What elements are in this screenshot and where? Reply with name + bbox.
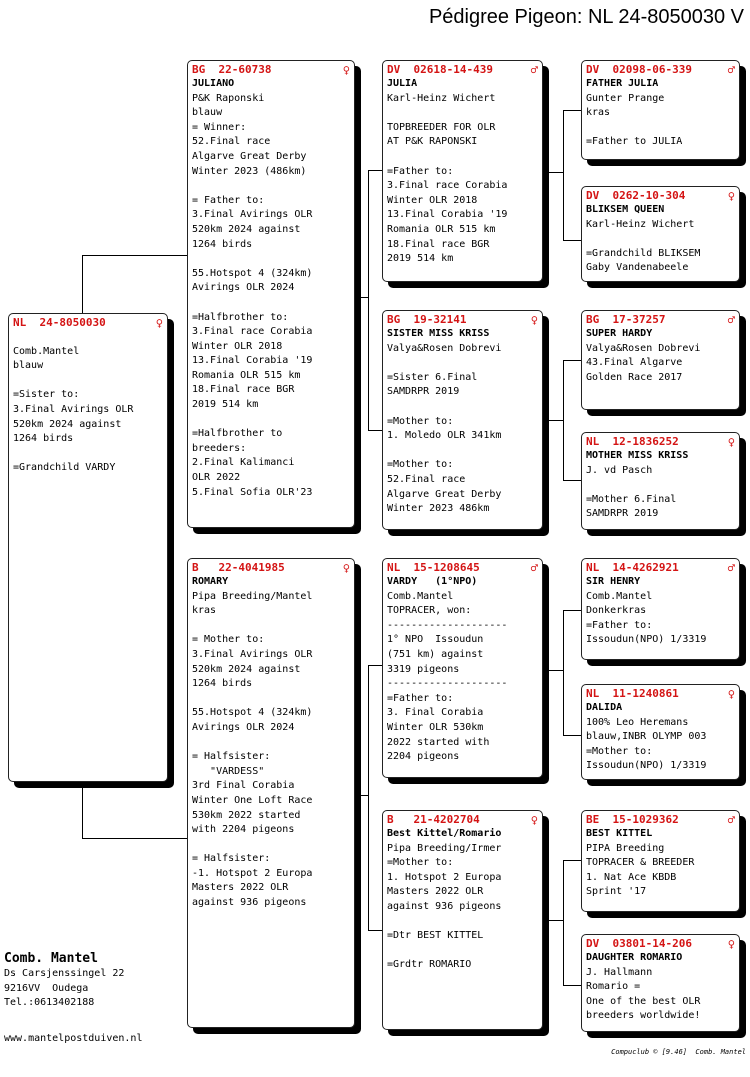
card-header [192, 63, 350, 77]
pedigree-line: 18.Final race BGR [387, 238, 490, 250]
pedigree-line: Romania OLR 515 km [387, 223, 496, 235]
pedigree-line: breeders: [192, 442, 247, 454]
pedigree-line [192, 252, 350, 267]
pedigree-line: Winter One Loft Race [192, 794, 313, 806]
connector [563, 735, 581, 736]
pedigree-line: SAMDRPR 2019 [387, 386, 460, 398]
pedigree-line: Valya&Rosen Dobrevi [387, 342, 502, 354]
pedigree-line: Comb.Mantel [586, 590, 653, 602]
pedigree-line: 55.Hotspot 4 (324km) [192, 267, 313, 279]
pedigree-line: Sprint '17 [586, 886, 647, 898]
card-header [192, 561, 350, 575]
female-icon: ♀ [155, 316, 163, 330]
pedigree-line [13, 447, 163, 462]
pedigree-line: =Grandchild VARDY [13, 462, 116, 474]
pedigree-line: =Dtr BEST KITTEL [387, 930, 484, 942]
pedigree-line: Karl-Heinz Wichert [586, 218, 695, 230]
pedigree-line: Winter OLR 2018 [387, 194, 478, 206]
ring-number: B 22-4041985 [192, 561, 285, 574]
pigeon-card-mother-father[interactable] [382, 558, 543, 778]
pedigree-line: 13.Final Corabia '19 [192, 355, 313, 367]
connector [82, 782, 83, 838]
pedigree-line [387, 944, 538, 959]
pedigree-line: =Mother 6.Final [586, 493, 677, 505]
card-header [586, 313, 735, 327]
pedigree-line: Algarve Great Derby [387, 488, 502, 500]
connector [355, 297, 369, 298]
pigeon-card-fmm[interactable] [581, 432, 740, 530]
pedigree-line: Comb.Mantel [13, 345, 80, 357]
female-icon: ♀ [727, 435, 735, 449]
pedigree-line: 3.Final Avirings OLR [192, 648, 313, 660]
pedigree-line: =Mother to: [387, 459, 454, 471]
pedigree-line: 13.Final Corabia '19 [387, 209, 508, 221]
card-header [586, 435, 735, 449]
pedigree-line: =Sister to: [13, 389, 80, 401]
female-icon: ♀ [342, 63, 350, 77]
connector [82, 838, 187, 839]
owner-block [4, 951, 124, 1011]
pedigree-line [387, 106, 538, 121]
pigeon-name: SISTER MISS KRISS [387, 328, 490, 339]
pedigree-line: blauw,INBR OLYMP 003 [586, 731, 707, 743]
pedigree-line [192, 692, 350, 707]
connector [355, 795, 369, 796]
pedigree-line [387, 356, 538, 371]
card-header [387, 561, 538, 575]
pedigree-line: = Father to: [192, 194, 265, 206]
pigeon-card-mfm[interactable] [581, 684, 740, 780]
ring-number: DV 0262-10-304 [586, 189, 686, 202]
pedigree-line: breeders worldwide! [586, 1010, 701, 1022]
pedigree-line: TOPRACER & BREEDER [586, 857, 695, 869]
male-icon: ♂ [530, 63, 538, 77]
pigeon-card-mother-mother[interactable] [382, 810, 543, 1030]
pedigree-line: Gunter Prange [586, 92, 665, 104]
ring-number: NL 11-1240861 [586, 687, 679, 700]
pedigree-line: Masters 2022 OLR [387, 886, 484, 898]
owner-name: Comb. Mantel [4, 951, 98, 966]
pedigree-line: 2022 started with [387, 736, 490, 748]
pedigree-line: =Grdtr ROMARIO [387, 959, 472, 971]
connector [368, 170, 369, 430]
pedigree-line: Romania OLR 515 km [192, 369, 301, 381]
connector [563, 480, 581, 481]
ring-number: BG 17-37257 [586, 313, 666, 326]
pedigree-line: J. Hallmann [586, 966, 653, 978]
owner-address: Ds Carsjenssingel 22 [4, 968, 125, 979]
pedigree-line: 530km 2022 started [192, 809, 301, 821]
male-icon: ♂ [530, 561, 538, 575]
pedigree-line: 3319 pigeons [387, 663, 460, 675]
pedigree-line: Romario = [586, 981, 641, 993]
pedigree-line: Algarve Great Derby [192, 150, 307, 162]
pedigree-line: =Mother to: [387, 415, 454, 427]
pedigree-line: -1. Hotspot 2 Europa [192, 867, 313, 879]
pedigree-line [586, 478, 735, 493]
connector [563, 240, 581, 241]
pedigree-line: AT P&K RAPONSKI [387, 136, 478, 148]
pigeon-card-mff[interactable] [581, 558, 740, 660]
pigeon-name: SUPER HARDY [586, 328, 653, 339]
ring-number: NL 15-1208645 [387, 561, 480, 574]
pedigree-line: =Mother to: [387, 857, 454, 869]
connector [563, 610, 581, 611]
pedigree-line: Donkerkras [586, 605, 647, 617]
pigeon-card-mmf[interactable] [581, 810, 740, 912]
pedigree-line: 100% Leo Heremans [586, 716, 689, 728]
pedigree-line: =Grandchild BLIKSEM [586, 247, 701, 259]
pedigree-line: 1264 birds [192, 238, 253, 250]
pedigree-line: 3. Final Corabia [387, 707, 484, 719]
ring-number: B 21-4202704 [387, 813, 480, 826]
pedigree-line: 3.Final Avirings OLR [13, 403, 134, 415]
pigeon-card-mmm[interactable] [581, 934, 740, 1032]
pedigree-line: Issoudun(NPO) 1/3319 [586, 760, 707, 772]
ring-number: DV 02618-14-439 [387, 63, 493, 76]
female-icon: ♀ [530, 313, 538, 327]
pedigree-line: 2.Final Kalimanci [192, 457, 295, 469]
pedigree-line: TOPBREEDER FOR OLR [387, 121, 496, 133]
pedigree-line: Gaby Vandenabeele [586, 262, 689, 274]
pedigree-line: blauw [192, 107, 223, 119]
connector [563, 110, 564, 240]
pedigree-line: 3.Final race Corabia [387, 180, 508, 192]
connector [82, 255, 83, 313]
female-icon: ♀ [727, 937, 735, 951]
female-icon: ♀ [727, 687, 735, 701]
pedigree-line: =Halfbrother to [192, 428, 283, 440]
pedigree-line [387, 915, 538, 930]
pedigree-line [192, 296, 350, 311]
pedigree-line: Golden Race 2017 [586, 371, 683, 383]
website-link[interactable]: www.mantelpostduiven.nl [4, 1033, 143, 1044]
card-header [387, 813, 538, 827]
pedigree-line: 1. Moledo OLR 341km [387, 430, 502, 442]
pedigree-line: Pipa Breeding/Mantel [192, 590, 313, 602]
pedigree-line: J. vd Pasch [586, 464, 653, 476]
pedigree-line: 3.Final Avirings OLR [192, 209, 313, 221]
pedigree-line: (751 km) against [387, 648, 484, 660]
pedigree-line [192, 838, 350, 853]
pedigree-line: Valya&Rosen Dobrevi [586, 342, 701, 354]
connector [563, 860, 581, 861]
pigeon-name: BLIKSEM QUEEN [586, 204, 665, 215]
pedigree-line: One of the best OLR [586, 995, 701, 1007]
pedigree-line [13, 374, 163, 389]
pedigree-line: 52.Final race [387, 473, 466, 485]
connector [563, 985, 581, 986]
pedigree-line: 18.Final race BGR [192, 384, 295, 396]
pigeon-card-mother[interactable] [187, 558, 355, 1028]
pedigree-line: PIPA Breeding [586, 842, 665, 854]
card-header [586, 189, 735, 203]
pedigree-line: 5.Final Sofia OLR'23 [192, 486, 313, 498]
connector [543, 920, 564, 921]
pigeon-card-father-mother[interactable] [382, 310, 543, 530]
connector [368, 930, 382, 931]
pedigree-line: = Mother to: [192, 634, 265, 646]
male-icon: ♂ [727, 313, 735, 327]
connector [543, 670, 564, 671]
pigeon-name: FATHER JULIA [586, 78, 659, 89]
ring-number: NL 24-8050030 [13, 316, 106, 329]
pedigree-line: 2019 514 km [387, 253, 454, 265]
pedigree-line: Winter 2023 (486km) [192, 165, 307, 177]
female-icon: ♀ [342, 561, 350, 575]
pedigree-line: 52.Final race [192, 136, 271, 148]
pedigree-line: OLR 2022 [192, 472, 241, 484]
pedigree-line [387, 150, 538, 165]
connector [563, 110, 581, 111]
pedigree-line: = Halfsister: [192, 853, 271, 865]
male-icon: ♂ [727, 63, 735, 77]
ring-number: NL 14-4262921 [586, 561, 679, 574]
connector [82, 255, 187, 256]
ring-number: BG 19-32141 [387, 313, 467, 326]
pedigree-line [586, 121, 735, 136]
pigeon-name: DAUGHTER ROMARIO [586, 952, 683, 963]
pigeon-card-main[interactable] [8, 313, 168, 782]
pedigree-line: Comb.Mantel [387, 590, 454, 602]
pedigree-line [192, 619, 350, 634]
connector [368, 170, 382, 171]
pedigree-line: blauw [13, 360, 44, 372]
pedigree-line: 3rd Final Corabia [192, 780, 295, 792]
female-icon: ♀ [727, 189, 735, 203]
ring-number: DV 03801-14-206 [586, 937, 692, 950]
pedigree-line: 2019 514 km [192, 399, 259, 411]
owner-city: 9216VV Oudega [4, 982, 89, 994]
pedigree-line: 520km 2024 against [13, 418, 122, 430]
pigeon-name: Best Kittel/Romario [387, 828, 502, 839]
ring-number: BG 22-60738 [192, 63, 272, 76]
pedigree-line: 520km 2024 against [192, 663, 301, 675]
pedigree-line: kras [192, 605, 217, 617]
female-icon: ♀ [530, 813, 538, 827]
pedigree-line: 1° NPO Issoudun [387, 634, 484, 646]
pedigree-line: Winter 2023 486km [387, 503, 490, 515]
pedigree-line: Winter OLR 2018 [192, 340, 283, 352]
pigeon-name: JULIANO [192, 78, 235, 89]
connector [368, 430, 382, 431]
pedigree-line: 1. Hotspot 2 Europa [387, 871, 502, 883]
card-header [586, 561, 735, 575]
pedigree-line: 2204 pigeons [387, 751, 460, 763]
card-header [387, 63, 538, 77]
pedigree-line [192, 413, 350, 428]
pedigree-line: -------------------- [387, 619, 508, 631]
pedigree-line: 520km 2024 against [192, 223, 301, 235]
card-header [586, 687, 735, 701]
pigeon-card-father[interactable] [187, 60, 355, 528]
pedigree-line: 1264 birds [192, 678, 253, 690]
pigeon-name: SIR HENRY [586, 576, 641, 587]
pedigree-line: with 2204 pigeons [192, 824, 295, 836]
footer-credit: Compuclub © [9.46] Comb. Mantel [611, 1048, 746, 1056]
card-header [387, 313, 538, 327]
pedigree-line [387, 400, 538, 415]
pedigree-line: 1264 birds [13, 433, 74, 445]
pigeon-name: MOTHER MISS KRISS [586, 450, 689, 461]
pedigree-line: kras [586, 107, 611, 119]
pedigree-line: SAMDRPR 2019 [586, 508, 659, 520]
connector [368, 665, 382, 666]
owner-phone: Tel.:0613402188 [4, 997, 95, 1009]
pedigree-line [387, 444, 538, 459]
pedigree-line: 3.Final race Corabia [192, 326, 313, 338]
connector [563, 610, 564, 735]
pedigree-line [192, 736, 350, 751]
pedigree-line: against 936 pigeons [192, 897, 307, 909]
pedigree-line: Avirings OLR 2024 [192, 282, 295, 294]
pedigree-line [192, 179, 350, 194]
pigeon-name: DALIDA [586, 702, 623, 713]
pedigree-line: Issoudun(NPO) 1/3319 [586, 634, 707, 646]
page-title: Pédigree Pigeon: NL 24-8050030 V [428, 6, 744, 28]
card-header [13, 316, 163, 330]
pedigree-line: against 936 pigeons [387, 900, 502, 912]
ring-number: NL 12-1836252 [586, 435, 679, 448]
connector [543, 420, 564, 421]
pedigree-line: Avirings OLR 2024 [192, 721, 295, 733]
pedigree-line: Winter OLR 530km [387, 721, 484, 733]
ring-number: DV 02098-06-339 [586, 63, 692, 76]
pedigree-line: =Father to: [387, 165, 454, 177]
pedigree-line: P&K Raponski [192, 92, 265, 104]
connector [368, 665, 369, 930]
pedigree-line: "VARDESS" [192, 765, 265, 777]
pedigree-line: -------------------- [387, 678, 508, 690]
pedigree-line: =Father to: [586, 619, 653, 631]
pedigree-line: Pipa Breeding/Irmer [387, 842, 502, 854]
pedigree-line: Masters 2022 OLR [192, 882, 289, 894]
pigeon-card-ffm[interactable] [581, 186, 740, 282]
pedigree-line: =Father to JULIA [586, 136, 683, 148]
connector [563, 860, 564, 985]
connector [543, 172, 564, 173]
spacer [13, 330, 163, 345]
pigeon-name: ROMARY [192, 576, 229, 587]
card-header [586, 937, 735, 951]
male-icon: ♂ [727, 561, 735, 575]
pigeon-card-father-father[interactable] [382, 60, 543, 282]
card-header [586, 63, 735, 77]
connector [563, 360, 581, 361]
pigeon-name: JULIA [387, 78, 418, 89]
pedigree-line: =Halfbrother to: [192, 311, 289, 323]
pigeon-card-fmf[interactable] [581, 310, 740, 410]
male-icon: ♂ [727, 813, 735, 827]
pedigree-line: TOPRACER, won: [387, 605, 472, 617]
pedigree-line: =Mother to: [586, 745, 653, 757]
pedigree-line: =Father to: [387, 692, 454, 704]
pigeon-name: VARDY (1°NPO) [387, 576, 478, 587]
pedigree-line: =Sister 6.Final [387, 371, 478, 383]
pedigree-line: Karl-Heinz Wichert [387, 92, 496, 104]
pigeon-name: BEST KITTEL [586, 828, 653, 839]
pigeon-card-fff[interactable] [581, 60, 740, 160]
pedigree-line: = Halfsister: [192, 751, 271, 763]
card-header [586, 813, 735, 827]
ring-number: BE 15-1029362 [586, 813, 679, 826]
pedigree-line: 43.Final Algarve [586, 357, 683, 369]
pedigree-line: 1. Nat Ace KBDB [586, 871, 677, 883]
pedigree-line [586, 232, 735, 247]
pedigree-line: 55.Hotspot 4 (324km) [192, 707, 313, 719]
pedigree-line: = Winner: [192, 121, 247, 133]
